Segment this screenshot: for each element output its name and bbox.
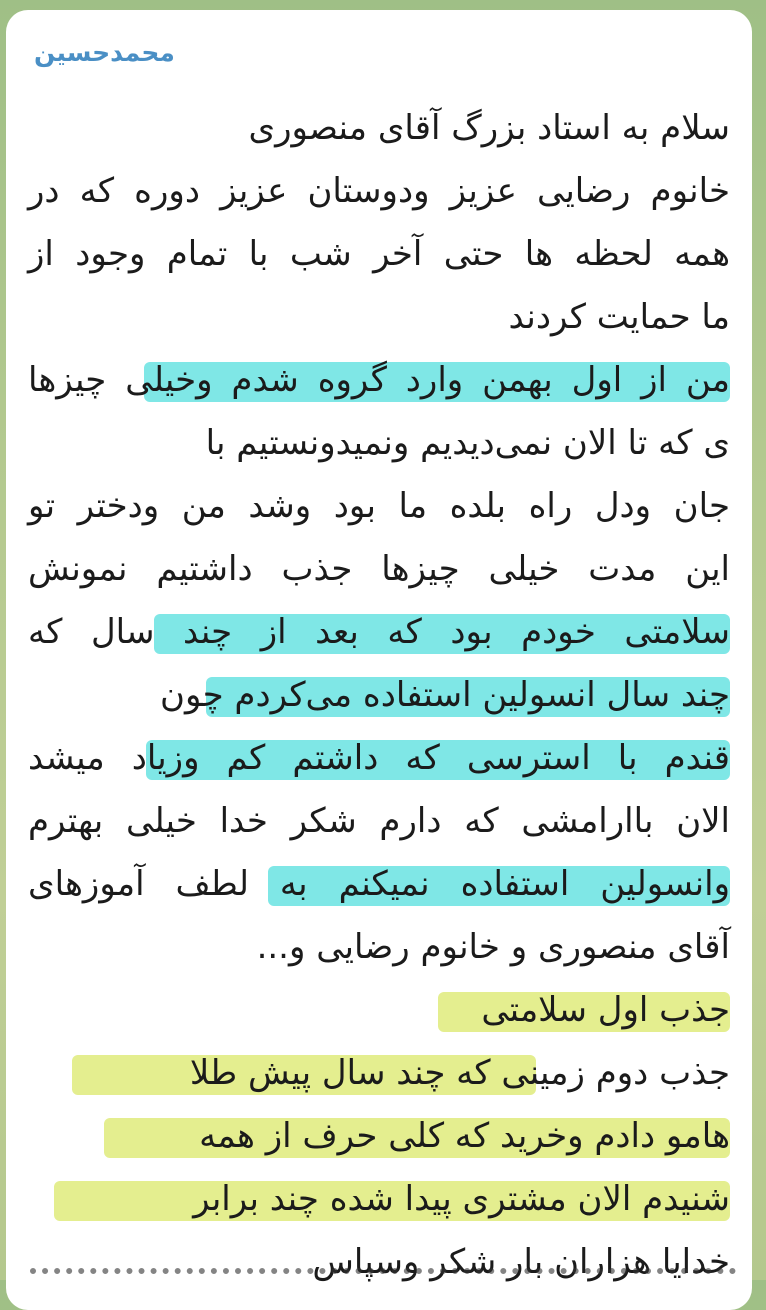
message-line xyxy=(6,159,752,222)
message-line-text: خانوم رضایی عزیز ودوستان عزیز دوره که در xyxy=(28,171,730,211)
message-line-text: سلامتی خودم بود که بعد از چند سال که xyxy=(28,612,730,652)
message-line-text: جان ودل راه بلده ما بود وشد من ودختر تو xyxy=(28,486,730,526)
sender-name[interactable]: محمدحسین xyxy=(34,38,175,67)
message-line-text: جذب دوم زمینی که چند سال پیش طلا xyxy=(189,1053,730,1093)
message-line xyxy=(6,915,752,978)
message-line-text: شنیدم الان مشتری پیدا شده چند برابر xyxy=(193,1179,730,1219)
message-line-text: همه لحظه ها حتی آخر شب با تمام وجود از xyxy=(28,234,730,274)
message-line xyxy=(6,789,752,852)
message-line-text: این مدت خیلی چیزها جذب داشتیم نمونش xyxy=(28,549,730,589)
message-line-text: هامو دادم وخرید که کلی حرف از همه xyxy=(199,1116,730,1156)
message-line xyxy=(6,537,752,600)
message-line xyxy=(6,285,752,348)
message-line-text: آقای منصوری و خانوم رضایی و... xyxy=(256,927,730,967)
message-line xyxy=(6,852,752,915)
message-line-text: وانسولین استفاده نمیکنم به لطف آموزهای xyxy=(28,864,730,904)
message-bubble[interactable] xyxy=(6,10,752,1310)
message-line-text: خدایا هزاران بار شکر وسپاس xyxy=(312,1242,730,1282)
message-line xyxy=(6,411,752,474)
message-line-text: چند سال انسولین استفاده می‌کردم چون xyxy=(160,675,730,715)
message-text xyxy=(6,96,752,1293)
message-line xyxy=(6,96,752,159)
message-line-text: من از اول بهمن وارد گروه شدم وخیلی چیزها xyxy=(28,360,730,400)
message-line xyxy=(6,1167,752,1230)
message-line xyxy=(6,663,752,726)
message-line xyxy=(6,1104,752,1167)
message-line-text: الان باارامشی که دارم شکر خدا خیلی بهترم xyxy=(28,801,730,841)
message-line xyxy=(6,978,752,1041)
message-line xyxy=(6,474,752,537)
message-line-text: ی که تا الان نمی‌دیدیم ونمیدونستیم با xyxy=(205,423,730,463)
message-line-text: ما حمایت کردند xyxy=(508,297,730,337)
message-line-text: جذب اول سلامتی xyxy=(481,990,730,1030)
message-line xyxy=(6,726,752,789)
message-line xyxy=(6,1041,752,1104)
message-line xyxy=(6,222,752,285)
message-line xyxy=(6,348,752,411)
message-line-text: قندم با استرسی که داشتم کم وزیاد میشد xyxy=(28,738,730,778)
cropped-next-line xyxy=(30,1268,736,1288)
message-line xyxy=(6,600,752,663)
message-line-text: سلام به استاد بزرگ آقای منصوری xyxy=(248,108,730,148)
